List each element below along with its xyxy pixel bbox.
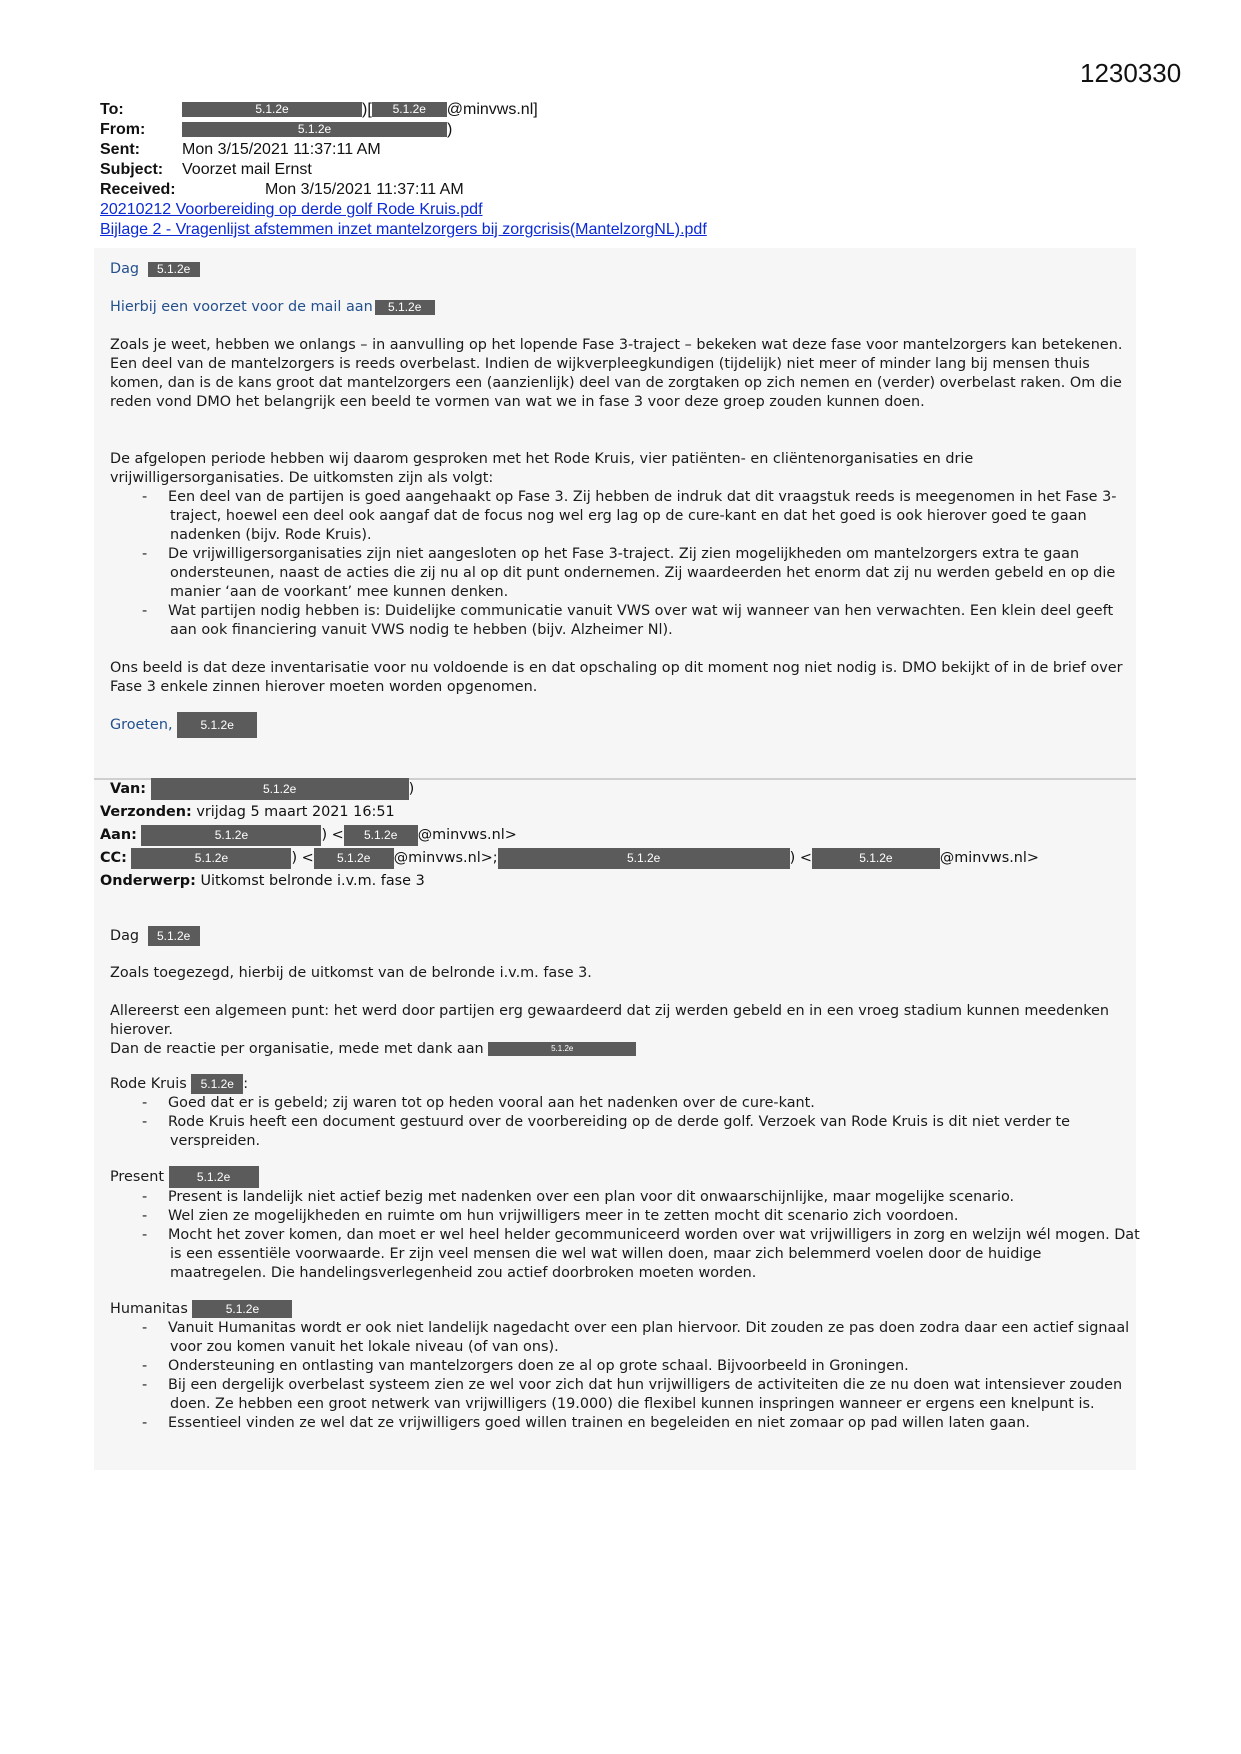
verzonden-label: Verzonden: — [100, 804, 192, 820]
redaction: 5.1.2e — [182, 122, 447, 137]
paragraph — [110, 450, 1140, 640]
section-heading-text: Rode Kruis — [110, 1076, 187, 1092]
list-item: - Goed dat er is gebeld; zij waren tot op heden vooral aan het nadenken over de cure-kant. — [110, 1094, 1110, 1113]
redaction: 5.1.2e — [314, 848, 394, 869]
list-item: - Mocht het zover komen, dan moet er wel heel helder gecommuniceerd worden over wat vrijwilligers in zorg en welzijn wél mogen. Dat is een essentiële voorwaarde. Er zijn veel mensen die wel wat willen doen, maar zich belemmerd voelen door de huidige maatregelen. Die handelingsverlegenheid zou actief doorbroken moeten worden. — [110, 1226, 1140, 1283]
redaction: 5.1.2e — [141, 825, 321, 846]
redaction: 5.1.2e — [169, 1166, 259, 1188]
paragraph: Ons beeld is dat deze inventarisatie voor nu voldoende is en dat opschaling op dit moment nog niet nodig is. DMO bekijkt of in de brief over Fase 3 enkele zinnen hierover moeten worden opgenomen. — [110, 660, 1123, 695]
redaction: 5.1.2e — [344, 825, 418, 846]
paragraph-text: Allereerst een algemeen punt: het werd door partijen erg gewaardeerd dat zij werden gebeld en in een vroeg stadium kunnen meedenken hierover. — [110, 1003, 1109, 1038]
list-item: - Wel zien ze mogelijkheden en ruimte om hun vrijwilligers meer in te zetten mocht dit scenario zich voordoen. — [110, 1207, 1140, 1226]
redaction: 5.1.2e — [131, 848, 291, 869]
subject-value: Voorzet mail Ernst — [182, 161, 312, 178]
sent-value: Mon 3/15/2021 11:37:11 AM — [182, 141, 381, 158]
bullet-list — [110, 1188, 1140, 1283]
cc-separator: ) < — [789, 850, 812, 866]
list-item: - De vrijwilligersorganisaties zijn niet aangesloten op het Fase 3-traject. Zij zien mogelijkheden om mantelzorgers extra te gaan ondersteunen, naast de acties die zij nu al op dit punt ondernemen. Zij waardeerden het enorm dat zij nu werden gebeld en op die manier ‘aan de voorkant’ mee kunnen denken. — [110, 545, 1132, 602]
to-row — [100, 100, 707, 120]
subject-label: Subject: — [100, 161, 164, 178]
to-email-suffix: @minvws.nl] — [446, 101, 538, 118]
intro-text: Hierbij een voorzet voor de mail aan — [110, 299, 373, 315]
redaction: 5.1.2e — [151, 778, 409, 800]
thanks-line — [110, 1040, 1140, 1059]
section-rode-kruis — [110, 1074, 1140, 1151]
redaction: 5.1.2e — [182, 102, 362, 117]
closing — [110, 712, 1140, 738]
paragraph: Zoals je weet, hebben we onlangs – in aanvulling op het lopende Fase 3-traject – bekeken wat deze fase voor mantelzorgers kan betekenen. Een deel van de mantelzorgers is reeds overbelast. Indien de wijkverpleegkundigen (tijdelijk) niet meer of minder lang bij mensen thuis komen, dan is de kans groot dat mantelzorgers een (aanzienlijk) deel van de zorgtaken op zich nemen en (verder) overbelast raken. Om die reden vond DMO het belangrijk een beeld te vormen van wat we in fase 3 voor deze groep zouden kunnen doen. — [110, 337, 1123, 410]
cc-label: CC: — [100, 850, 127, 866]
van-label: Van: — [110, 781, 147, 797]
cc-row — [100, 847, 1140, 870]
section-heading-text: Present — [110, 1169, 164, 1185]
redaction: 5.1.2e — [148, 926, 200, 946]
greeting — [110, 926, 1140, 946]
section-humanitas — [110, 1300, 1140, 1433]
aan-row — [100, 824, 1140, 847]
onderwerp-value: Uitkomst belronde i.v.m. fase 3 — [200, 873, 425, 889]
redaction: 5.1.2e — [375, 300, 435, 315]
bullet-list — [110, 1094, 1110, 1151]
redaction: 5.1.2e — [488, 1042, 636, 1056]
paragraph — [110, 1002, 1140, 1059]
cc-middle: @minvws.nl>; — [393, 850, 498, 866]
received-label: Received: — [100, 181, 176, 198]
email-header — [100, 100, 707, 240]
from-row — [100, 120, 707, 140]
redaction: 5.1.2e — [498, 848, 790, 869]
greeting-text: Dag — [110, 928, 140, 944]
attachment-link-label[interactable]: Bijlage 2 - Vragenlijst afstemmen inzet mantelzorgers bij zorgcrisis(MantelzorgNL).pdf — [100, 221, 707, 238]
aan-label: Aan: — [100, 827, 137, 843]
section-heading-text: Humanitas — [110, 1301, 188, 1317]
colon: : — [243, 1076, 249, 1092]
thanks-text: Dan de reactie per organisatie, mede met dank aan — [110, 1041, 484, 1057]
received-row — [100, 180, 707, 200]
sent-label: Sent: — [100, 141, 140, 158]
to-label: To: — [100, 101, 124, 118]
sent-row — [100, 140, 707, 160]
van-suffix: ) — [408, 781, 415, 797]
list-item: - Vanuit Humanitas wordt er ook niet landelijk nagedacht over een plan hiervoor. Dit zouden ze pas doen zodra daar een actief signaal voor zou komen vanuit het lokale niveau (of van ons). — [110, 1319, 1140, 1357]
bullet-list — [110, 1319, 1140, 1433]
intro-line — [110, 298, 1140, 317]
bullet-list — [110, 488, 1132, 640]
list-item: - Wat partijen nodig hebben is: Duidelijke communicatie vanuit VWS over wat wij wanneer van hen verwachten. Een klein deel geeft aan ook financiering vanuit VWS nodig te hebben (bijv. Alzheimer Nl). — [110, 602, 1132, 640]
verzonden-row — [100, 801, 1140, 824]
redaction: 5.1.2e — [192, 1300, 292, 1318]
closing-text: Groeten, — [110, 717, 173, 733]
subject-row — [100, 160, 707, 180]
list-item: - Rode Kruis heeft een document gestuurd over de voorbereiding op de derde golf. Verzoek van Rode Kruis is dit niet verder te verspreiden. — [110, 1113, 1110, 1151]
section-heading — [110, 1300, 1140, 1319]
redaction: 5.1.2e — [372, 102, 447, 117]
section-present — [110, 1166, 1140, 1283]
paragraph: Zoals toegezegd, hierbij de uitkomst van de belronde i.v.m. fase 3. — [110, 965, 592, 981]
cc-separator: ) < — [291, 850, 314, 866]
aan-suffix: @minvws.nl> — [417, 827, 517, 843]
redaction: 5.1.2e — [191, 1074, 243, 1094]
redaction: 5.1.2e — [812, 848, 940, 869]
attachment-link[interactable] — [100, 200, 707, 220]
section-heading — [110, 1166, 1140, 1188]
document-number: 1230330 — [1080, 58, 1182, 88]
onderwerp-row — [100, 870, 1140, 893]
attachment-link-label[interactable]: 20210212 Voorbereiding op derde golf Rode Kruis.pdf — [100, 201, 483, 218]
list-item: - Essentieel vinden ze wel dat ze vrijwilligers goed willen trainen en begeleiden en niet zomaar op pad willen laten gaan. — [110, 1414, 1140, 1433]
onderwerp-label: Onderwerp: — [100, 873, 196, 889]
redaction: 5.1.2e — [148, 262, 200, 277]
received-value: Mon 3/15/2021 11:37:11 AM — [265, 181, 464, 198]
cc-suffix: @minvws.nl> — [939, 850, 1039, 866]
paragraph-text: De afgelopen periode hebben wij daarom gesproken met het Rode Kruis, vier patiënten- en cliëntenorganisaties en drie vrijwilligersorganisaties. De uitkomsten zijn als volgt: — [110, 451, 974, 486]
to-separator: )[ — [362, 101, 372, 118]
verzonden-value: vrijdag 5 maart 2021 16:51 — [196, 804, 395, 820]
forward-header — [100, 778, 1140, 893]
from-suffix: ) — [447, 121, 453, 138]
aan-separator: ) < — [321, 827, 344, 843]
greeting-text: Dag — [110, 261, 140, 277]
redaction: 5.1.2e — [177, 712, 257, 738]
section-heading — [110, 1074, 1140, 1094]
list-item: - Ondersteuning en ontlasting van mantelzorgers doen ze al op grote schaal. Bijvoorbeeld in Groningen. — [110, 1357, 1140, 1376]
list-item: - Bij een dergelijk overbelast systeem zien ze wel voor zich dat hun vrijwilligers de activiteiten die ze nu doen wat intensiever zouden doen. Ze hebben een groot netwerk van vrijwilligers (19.000) die flexibel kunnen inspringen wanneer er ergens een knelpunt is. — [110, 1376, 1140, 1414]
list-item: - Een deel van de partijen is goed aangehaakt op Fase 3. Zij hebben de indruk dat dit vraagstuk reeds is meegenomen in het Fase 3-traject, hoewel een deel ook aangaf dat de focus nog wel erg lag op de cure-kant en dat het goed is ook hierover goed te gaan nadenken (bijv. Rode Kruis). — [110, 488, 1132, 545]
from-label: From: — [100, 121, 146, 138]
van-row — [100, 778, 1140, 801]
greeting — [110, 260, 1140, 279]
attachment-link[interactable] — [100, 220, 707, 240]
list-item: - Present is landelijk niet actief bezig met nadenken over een plan voor dit onwaarschijnlijke, maar mogelijke scenario. — [110, 1188, 1140, 1207]
